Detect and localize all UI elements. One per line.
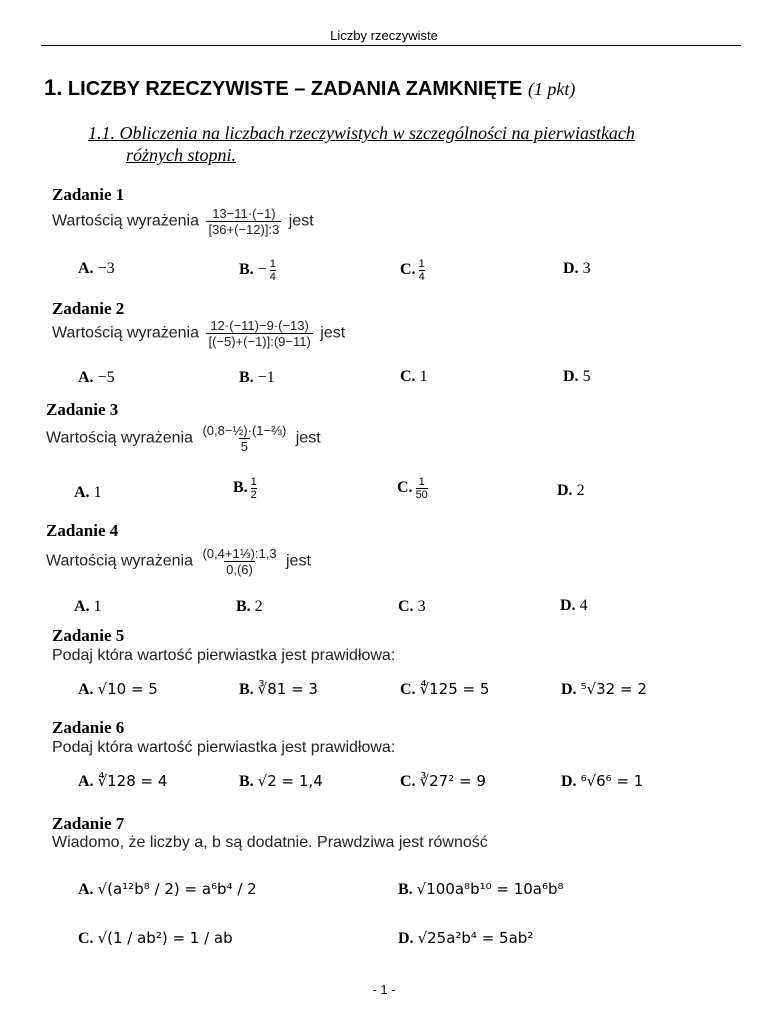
option-value: √2 = 1,4 <box>257 772 323 790</box>
task-4-prompt: Wartością wyrażenia <box>46 552 194 570</box>
option-value: −1 <box>257 369 275 386</box>
task-3-numerator: (0,8−½)·(1−⅔) <box>202 423 287 438</box>
task-5-option-b[interactable] <box>239 680 318 699</box>
option-value: 4 <box>579 597 588 614</box>
header-rule <box>41 45 741 46</box>
task-6-option-c[interactable] <box>400 772 486 791</box>
task-1-prompt: Wartością wyrażenia <box>52 212 200 230</box>
option-letter: C. <box>398 598 414 615</box>
task-6-option-a[interactable] <box>78 772 167 791</box>
option-letter: A. <box>78 369 94 386</box>
task-1-question <box>52 206 314 237</box>
option-value: ⁶√6⁶ = 1 <box>580 772 644 790</box>
task-2-option-c[interactable] <box>400 368 428 386</box>
task-5-option-d[interactable] <box>561 680 647 699</box>
task-3-option-b[interactable] <box>233 476 257 501</box>
points-label: (1 pkt) <box>527 79 576 99</box>
option-value: √10 = 5 <box>97 680 158 698</box>
task-2-prompt: Wartością wyrażenia <box>52 324 200 342</box>
option-value: ∛81 = 3 <box>257 680 318 698</box>
task-7-option-c[interactable] <box>78 929 233 948</box>
option-value: ∜128 = 4 <box>97 772 168 790</box>
task-1-option-a[interactable] <box>78 260 115 278</box>
option-letter: B. <box>239 681 254 698</box>
task-2-numerator: 12·(−11)−9·(−13) <box>210 318 309 333</box>
option-letter: B. <box>239 369 254 386</box>
task-1-fraction <box>206 206 281 237</box>
option-value: 3 <box>582 260 591 277</box>
option-value: ∜125 = 5 <box>419 680 490 698</box>
task-4-option-c[interactable] <box>398 598 426 616</box>
option-value: √25a²b⁴ = 5ab² <box>417 929 534 947</box>
task-3-fraction <box>200 423 288 454</box>
option-letter: A. <box>78 681 94 698</box>
task-1-numerator: 13−11·(−1) <box>212 206 276 221</box>
task-3-option-d[interactable] <box>557 482 585 500</box>
chapter-title-text: LICZBY RZECZYWISTE – ZADANIA ZAMKNIĘTE <box>67 78 523 100</box>
option-letter: B. <box>239 261 254 279</box>
option-letter: A. <box>74 598 90 615</box>
option-letter: D. <box>563 260 579 277</box>
task-5-prompt: Podaj która wartość pierwiastka jest prawidłowa: <box>52 647 396 664</box>
option-value: √100a⁸b¹⁰ = 10a⁶b⁸ <box>416 880 564 898</box>
option-letter: A. <box>78 260 94 277</box>
task-2-option-b[interactable] <box>239 369 275 387</box>
page-number: - 1 - <box>372 982 396 997</box>
task-1-option-c[interactable] <box>400 258 425 283</box>
task-4-denominator: 0,(6) <box>226 562 253 577</box>
running-header: Liczby rzeczywiste <box>330 28 438 43</box>
task-5-title: Zadanie 5 <box>52 626 125 645</box>
task-2-option-d[interactable] <box>563 368 591 386</box>
task-4-question <box>46 546 311 577</box>
option-value: 2 <box>576 482 585 499</box>
option-letter: B. <box>398 881 413 898</box>
option-letter: C. <box>78 930 94 947</box>
task-4-option-a[interactable] <box>74 598 102 616</box>
option-value: √(1 / ab²) = 1 / ab <box>97 929 233 947</box>
task-6-option-b[interactable] <box>239 772 323 791</box>
option-letter: D. <box>561 773 577 790</box>
task-6-option-d[interactable] <box>561 772 643 791</box>
task-1-suffix: jest <box>288 212 314 230</box>
option-value: ∛27² = 9 <box>419 772 486 790</box>
option-letter: C. <box>400 773 416 790</box>
option-value: −5 <box>97 369 115 386</box>
option-value: 1 <box>419 368 428 385</box>
chapter-number: 1. <box>44 75 63 100</box>
option-numerator: 1 <box>269 258 276 270</box>
task-4-suffix: jest <box>286 552 311 570</box>
option-letter: D. <box>398 930 414 947</box>
option-fraction <box>419 258 425 283</box>
option-letter: D. <box>560 597 576 614</box>
task-5-option-a[interactable] <box>78 680 158 699</box>
task-7-title: Zadanie 7 <box>52 814 125 833</box>
task-7-prompt: Wiadomo, że liczby a, b są dodatnie. Prawdziwa jest równość <box>52 834 488 851</box>
option-denominator: 50 <box>415 489 428 501</box>
task-1-title: Zadanie 1 <box>52 185 125 204</box>
task-5-option-c[interactable] <box>400 680 489 699</box>
option-value: 1 <box>93 598 102 615</box>
option-letter: A. <box>78 773 94 790</box>
task-6-prompt: Podaj która wartość pierwiastka jest prawidłowa: <box>52 739 396 756</box>
task-7-option-a[interactable] <box>78 880 257 899</box>
task-4-numerator: (0,4+1⅓):1,3 <box>202 546 277 561</box>
task-3-title: Zadanie 3 <box>46 400 119 419</box>
task-2-denominator: [(−5)+(−1)]:(9−11) <box>208 334 311 349</box>
task-4-fraction <box>200 546 278 577</box>
option-denominator: 4 <box>418 271 425 283</box>
option-value: −3 <box>97 260 115 277</box>
task-4-title: Zadanie 4 <box>46 521 119 540</box>
option-numerator: 1 <box>418 258 425 270</box>
task-1-option-d[interactable] <box>563 260 591 278</box>
option-letter: C. <box>400 681 416 698</box>
option-fraction <box>416 476 428 501</box>
task-4-option-b[interactable] <box>236 598 263 616</box>
option-value: 1 <box>93 484 102 501</box>
task-3-denominator: 5 <box>240 439 248 454</box>
option-letter: A. <box>78 881 94 898</box>
option-numerator: 1 <box>418 476 425 488</box>
task-2-title: Zadanie 2 <box>52 299 125 318</box>
option-fraction <box>270 258 276 283</box>
option-letter: A. <box>74 484 90 501</box>
option-numerator: 1 <box>250 476 257 488</box>
option-fraction <box>251 476 257 501</box>
option-value: 2 <box>254 598 263 615</box>
subtitle-line-2: różnych stopni. <box>126 145 236 165</box>
task-4-option-d[interactable] <box>560 597 588 615</box>
task-3-option-a[interactable] <box>74 484 102 502</box>
task-3-prompt: Wartością wyrażenia <box>46 429 194 447</box>
option-letter: B. <box>233 479 248 497</box>
option-letter: B. <box>236 598 251 615</box>
option-value: √(a¹²b⁸ / 2) = a⁶b⁴ / 2 <box>97 880 257 898</box>
option-letter: C. <box>400 261 416 279</box>
task-1-denominator: [36+(−12)]:3 <box>208 222 280 237</box>
option-letter: D. <box>563 368 579 385</box>
option-value: ⁵√32 = 2 <box>580 680 647 698</box>
task-3-question <box>46 423 321 454</box>
option-letter: D. <box>561 681 577 698</box>
option-denominator: 4 <box>269 271 276 283</box>
option-value: 3 <box>417 598 426 615</box>
task-3-option-c[interactable] <box>397 476 428 501</box>
task-2-suffix: jest <box>320 324 346 342</box>
option-letter: B. <box>239 773 254 790</box>
option-letter: D. <box>557 482 573 499</box>
chapter-title <box>44 75 575 101</box>
task-2-fraction <box>206 318 312 349</box>
task-3-suffix: jest <box>295 429 321 447</box>
task-2-question <box>52 318 345 349</box>
option-value: 5 <box>582 368 591 385</box>
subtitle-line-1: 1.1. Obliczenia na liczbach rzeczywistych w szczególności na pierwiastkach <box>88 123 635 143</box>
option-letter: C. <box>400 368 416 385</box>
task-7-option-d[interactable] <box>398 929 533 948</box>
task-1-option-b[interactable] <box>239 258 276 283</box>
task-7-option-b[interactable] <box>398 880 564 899</box>
option-denominator: 2 <box>250 489 257 501</box>
option-sign: − <box>257 261 267 279</box>
task-2-option-a[interactable] <box>78 369 115 387</box>
option-letter: C. <box>397 479 413 497</box>
section-subtitle <box>88 122 738 166</box>
task-6-title: Zadanie 6 <box>52 718 125 737</box>
